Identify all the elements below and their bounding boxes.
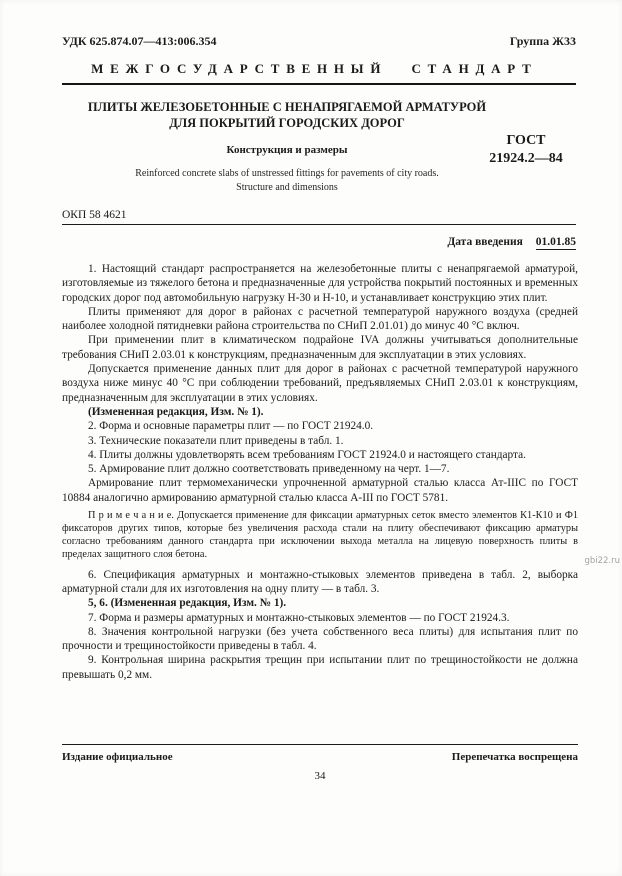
amendment-note: (Измененная редакция, Изм. № 1). [88,405,264,418]
amendment-note: 5, 6. (Измененная редакция, Изм. № 1). [88,597,287,610]
okp-rule [62,224,576,225]
body-paragraph: 2. Форма и основные параметры плит — по ГОСТ 21924.0. [88,420,374,433]
group-code: Группа Ж33 [509,34,576,48]
body-paragraph: 5. Армирование плит должно соответствовать приведенному на черт. 1—7. [88,463,450,476]
page-number: 34 [314,770,326,782]
gost-label: ГОСТ [506,133,546,148]
gost-designation [480,132,572,168]
document-title-line1: ПЛИТЫ ЖЕЛЕЗОБЕТОННЫЕ С НЕНАПРЯГАЕМОЙ АРМАТУРОЙ [87,100,487,114]
introduction-date-label: Дата введения [447,236,523,248]
gost-number: 21924.2—84 [489,151,563,166]
okp-code: ОКП 58 4621 [62,209,127,221]
udk-code: УДК 625.874.07—413:006.354 [62,34,217,48]
body-paragraph: 1. Настоящий стандарт распространяется на железобетонные плиты с ненапрягаемой арматурой, изготовляемые из тяжелого бетона и предназначенные для устройства покрытий постоянных и временных городских дорог под автомобильную нагрузку Н-30 и Н-10, и устанавливает конструкцию этих плит. [62,263,578,304]
body-paragraph: 4. Плиты должны удовлетворять всем требованиям ГОСТ 21924.0 и настоящего стандарта. [88,448,526,461]
classification-row [62,34,576,49]
header-rule [62,83,576,85]
official-edition-label: Издание официальное [62,751,173,763]
footer-row [62,751,578,763]
body-paragraph: Допускается применение данных плит для дорог в районах с расчетной температурой наружного воздуха ниже минус 40 °С при соблюдении требований, предъявляемых СНиП 2.03.01 к конструкциям, предназначенным для эксплуатации в этих условиях. [62,363,578,404]
body-paragraph: Плиты применяют для дорог в районах с расчетной температурой наружного воздуха (средней наиболее холодной пятидневки района строительства по СНиП 2.01.01) до минус 40 °С включ. [62,305,578,333]
body-paragraph: При применении плит в климатическом подрайоне IVA должны учитываться дополнительные требования СНиП 2.03.01 к конструкциям, предназначенным для эксплуатации в этих условиях. [62,334,578,361]
footer-rule [62,744,578,745]
reprint-forbidden-label: Перепечатка воспрещена [451,751,578,763]
introduction-date-value: 01.01.85 [535,236,576,248]
body-paragraph: 9. Контрольная ширина раскрытия трещин при испытании плит по трещиностойкости не должна превышать 0,2 мм. [62,654,578,681]
document-title [62,99,512,131]
body-paragraph: 6. Спецификация арматурных и монтажно-стыковых элементов приведена в табл. 2, выборка арматурной стали для их изготовления на одну плиту — в табл. 3. [62,568,578,595]
title-block [0,99,622,194]
document-title-english-line2: Structure and dimensions [236,181,338,193]
body-paragraph: 7. Форма и размеры арматурных и монтажно-стыковых элементов — по ГОСТ 21924.3. [88,611,510,624]
document-title-english-line1: Reinforced concrete slabs of unstressed fittings for pavements of city roads. [135,168,439,179]
site-watermark: gbi22.ru [584,556,620,566]
standard-kind-heading: МЕЖГОСУДАРСТВЕННЫЙ СТАНДАРТ [91,61,538,76]
document-body [62,262,578,682]
document-title-english [62,167,512,194]
note-paragraph: П р и м е ч а н и е. Допускается применение для фиксации арматурных сеток вместо элементов К1-К10 и Ф1 фиксаторов других типов, которые без увеличения расхода стали на плиту обеспечивают фиксацию арматуры согласно требованиям данного стандарта при исключении выхода металла на лицевую поверхность плиты в пределах защитного слоя бетона. [62,510,578,560]
page-footer [62,744,578,782]
document-subtitle: Конструкция и размеры [226,144,348,156]
document-title-line2: ДЛЯ ПОКРЫТИЙ ГОРОДСКИХ ДОРОГ [169,116,405,130]
introduction-date-row [62,236,576,248]
body-paragraph: 8. Значения контрольной нагрузки (без учета собственного веса плиты) для испытания плит по прочности и трещиностойкости приведены в табл. 4. [62,625,578,653]
body-paragraph: Армирование плит термомеханически упрочненной арматурной сталью класса Ат-IIIС по ГОСТ 10884 аналогично армированию арматурной сталью класса А-III по ГОСТ 5781. [62,477,578,504]
body-paragraph: 3. Технические показатели плит приведены в табл. 1. [88,434,344,447]
title-left-column [62,99,512,194]
